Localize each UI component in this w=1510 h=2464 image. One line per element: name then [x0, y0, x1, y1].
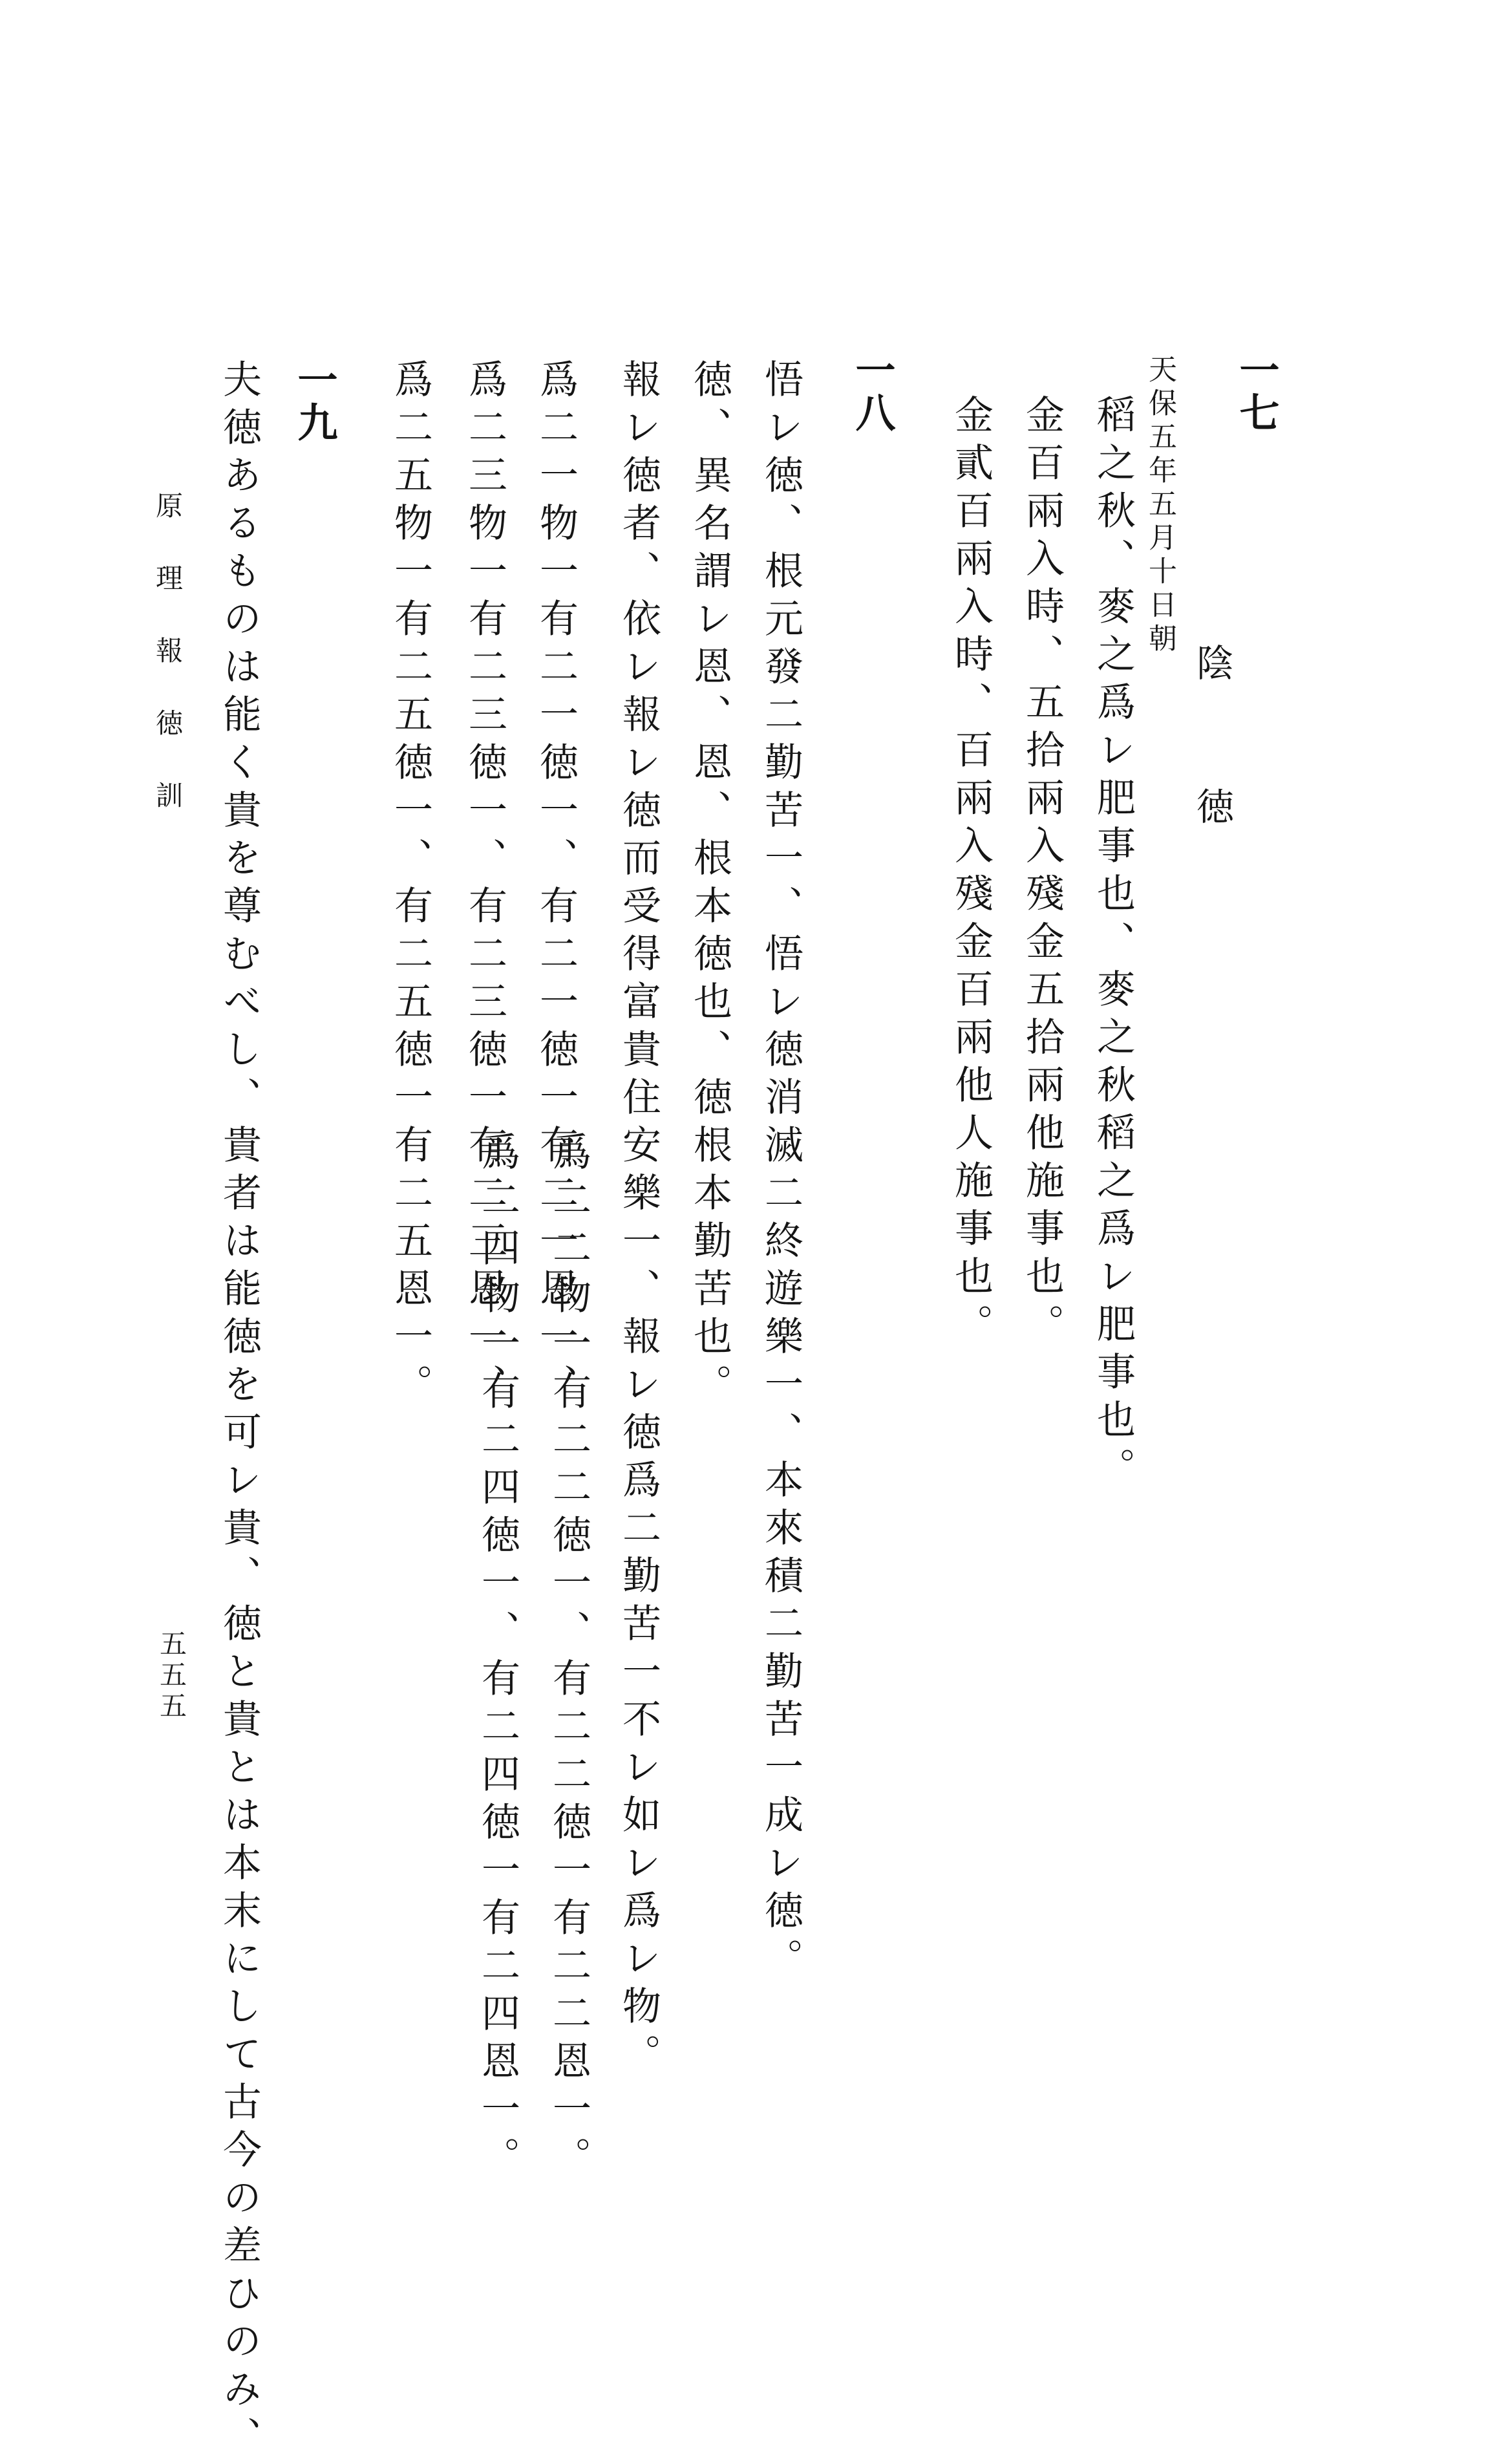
- section-17-line-2: 金百兩入時、五拾兩入殘金五拾兩他施事也。: [1019, 394, 1065, 1351]
- section-17-title: 陰 徳: [1190, 643, 1234, 855]
- section-18-row-4: 爲二四物一有二四徳一、有二四徳一有二四恩一。: [475, 1131, 520, 2184]
- section-18-line-3: 報レ徳者、依レ報レ徳而受得富貴住安樂一、報レ徳爲二勤苦一不レ如レ爲レ物。: [616, 359, 661, 2081]
- section-17-line-1: 稻之秋、麥之爲レ肥事也、麥之秋稻之爲レ肥事也。: [1090, 394, 1136, 1495]
- running-title: 原理報徳訓: [152, 491, 184, 853]
- section-18-line-2: 徳、異名謂レ恩、恩、根本徳也、徳根本勤苦也。: [687, 359, 732, 1411]
- section-17-date: 天保五年五月十日朝: [1143, 354, 1176, 657]
- section-19-number: 一九: [291, 359, 338, 444]
- section-17-number: 一七: [1233, 349, 1280, 434]
- section-18-line-1: 悟レ徳、根元發二勤苦一、悟レ徳消滅二終遊樂一、本來積二勤苦一成レ徳。: [758, 359, 803, 1986]
- section-19-line-1: 夫徳あるものは能く貴を尊むべし、貴者は能徳を可レ貴、徳と貴とは本末にして古今の差ひのみ、: [217, 359, 262, 2464]
- page-number: 五五五: [156, 1629, 187, 1722]
- section-18-row-2: 爲二二物一有二二徳一、有二二徳一有二二恩一。: [546, 1131, 591, 2184]
- section-18-number: 一八: [849, 349, 896, 434]
- section-18-row-5: 爲二五物一有二五徳一、有二五徳一有二五恩一。: [388, 359, 433, 1411]
- section-17-line-3: 金貳百兩入時、百兩入殘金百兩他人施事也。: [948, 394, 994, 1351]
- section-18-row-3: 爲二三物一有二三徳一、有二三徳一有二三恩一、: [462, 359, 507, 1411]
- section-18-row-1: 爲二一物一有二一徳一、有二一徳一有二一恩一、: [533, 359, 579, 1411]
